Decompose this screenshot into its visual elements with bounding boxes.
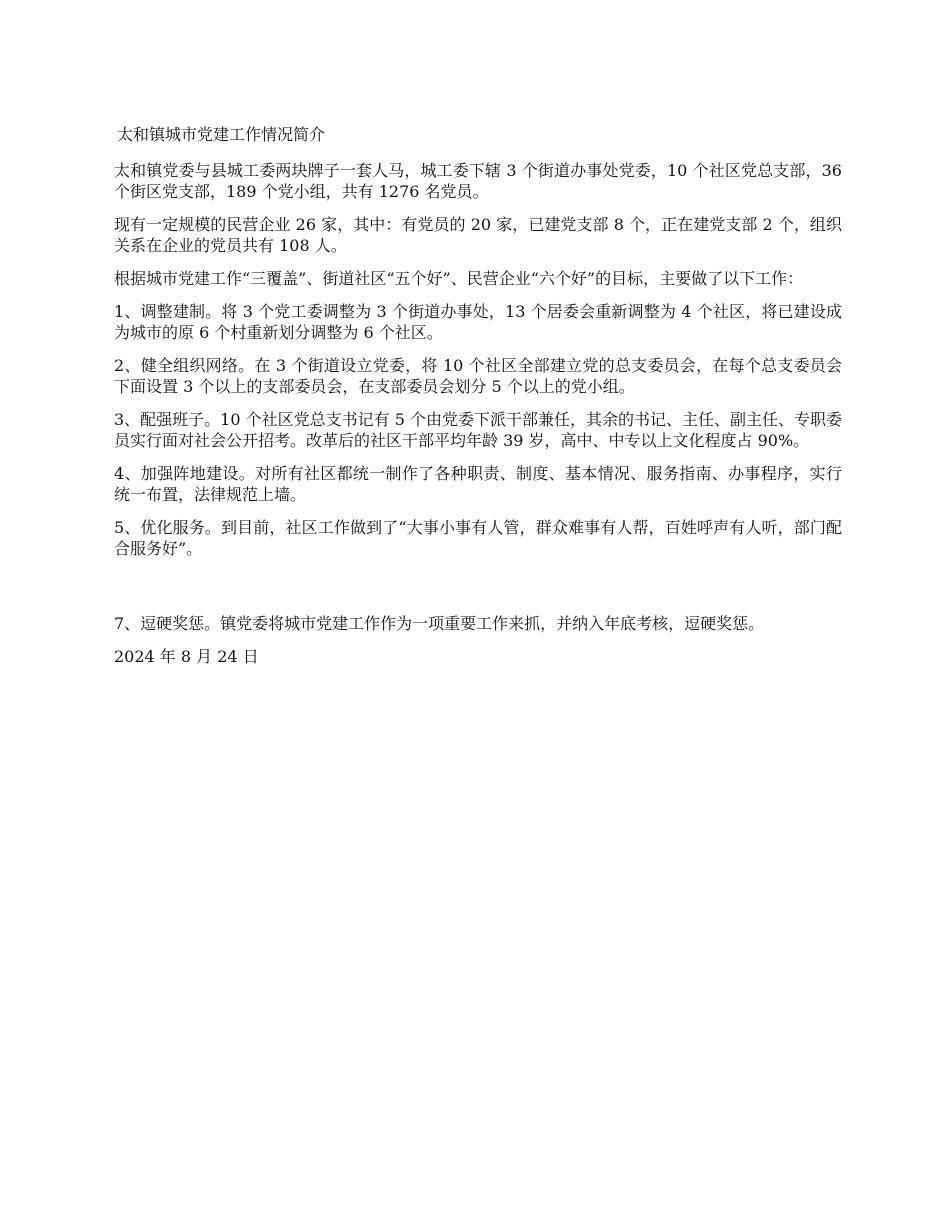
document-date: 2024 年 8 月 24 日	[114, 647, 259, 666]
document-title: 太和镇城市党建工作情况简介	[117, 125, 326, 144]
paragraph-goals: 根据城市党建工作“三覆盖”、街道社区“五个好”、民营企业“六个好”的目标，主要做了以下工作：	[114, 269, 804, 288]
paragraph-item-7: 7、逗硬奖惩。镇党委将城市党建工作作为一项重要工作来抓，并纳入年底考核，逗硬奖惩。	[114, 614, 765, 633]
blank-spacer	[114, 571, 842, 613]
paragraph-item-3: 3、配强班子。10 个社区党总支书记有 5 个由党委下派干部兼任，其余的书记、主任、副主任、专职委员实行面对社会公开招考。改革后的社区干部平均年龄 39 岁，高中、中专以上文化程度占 90%。	[114, 410, 842, 450]
paragraph-item-2: 2、健全组织网络。在 3 个街道设立党委，将 10 个社区全部建立党的总支委员会，在每个总支委员会下面设置 3 个以上的支部委员会，在支部委员会划分 5 个以上的党小组。	[114, 356, 842, 396]
paragraph-overview: 太和镇党委与县城工委两块牌子一套人马，城工委下辖 3 个街道办事处党委，10 个社区党总支部，36 个街区党支部，189 个党小组，共有 1276 名党员。	[114, 161, 842, 201]
document-page	[114, 124, 842, 667]
paragraph-item-1: 1、调整建制。将 3 个党工委调整为 3 个街道办事处，13 个居委会重新调整为 4 个社区，将已建设成为城市的原 6 个村重新划分调整为 6 个社区。	[114, 302, 842, 342]
paragraph-item-4: 4、加强阵地建设。对所有社区都统一制作了各种职责、制度、基本情况、服务指南、办事程序，实行统一布置，法律规范上墙。	[114, 464, 842, 504]
paragraph-item-5: 5、优化服务。到目前，社区工作做到了“大事小事有人管，群众难事有人帮，百姓呼声有人听，部门配合服务好”。	[114, 518, 842, 558]
paragraph-enterprises: 现有一定规模的民营企业 26 家，其中：有党员的 20 家，已建党支部 8 个，正在建党支部 2 个，组织关系在企业的党员共有 108 人。	[114, 215, 842, 255]
